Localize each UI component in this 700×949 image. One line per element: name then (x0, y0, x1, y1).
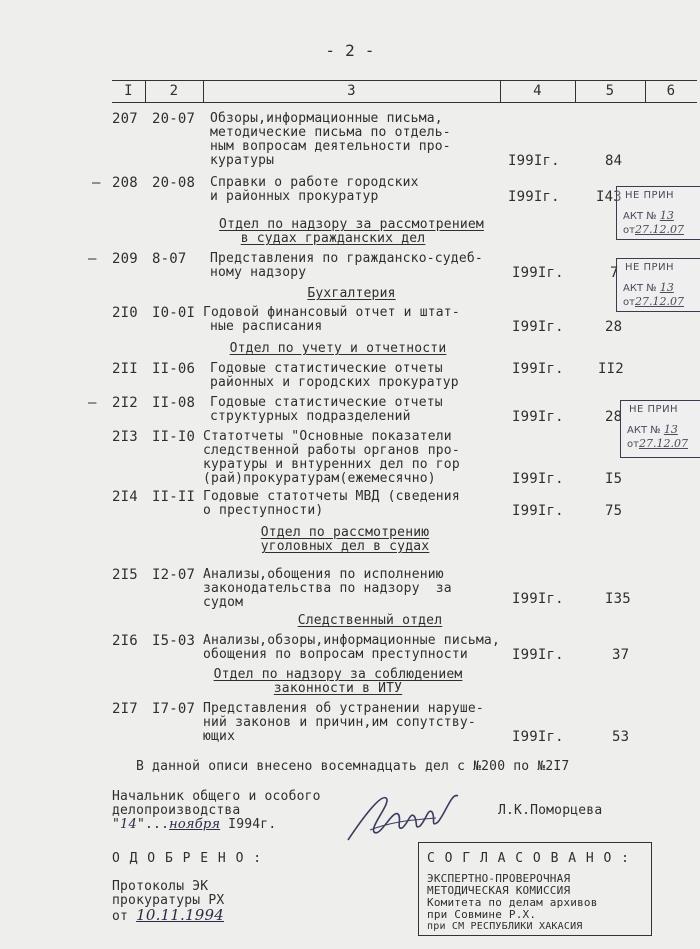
approved-title: О Д О Б Р Е Н О : (112, 851, 263, 866)
row-title: методические письма по отдель- (210, 125, 451, 140)
row-title: о преступности) (203, 503, 324, 518)
row-title: районных и городских прокуратур (210, 375, 459, 390)
column-header: 2 (169, 83, 179, 99)
signature (340, 782, 470, 848)
row-title: Анализы,обощения по исполнению (203, 567, 444, 582)
row-index: 20-07 (152, 111, 196, 127)
agreed-line: ЭКСПЕРТНО-ПРОВЕРОЧНАЯ (427, 872, 571, 885)
row-index: I7-07 (152, 701, 196, 717)
column-header: 3 (347, 83, 356, 99)
approved-line: Протоколы ЭК (112, 879, 209, 894)
row-title: Обзоры,информационные письма, (210, 111, 443, 126)
row-title: ний законов и причин,им сопутству- (203, 715, 476, 730)
row-number: 2II (112, 361, 138, 377)
row-number: 207 (112, 111, 138, 127)
column-header: I (124, 83, 133, 99)
row-number: 209 (112, 251, 138, 267)
row-title: законодательства по надзору за (203, 581, 452, 596)
agreed-title: С О Г Л А С О В А Н О : (427, 851, 631, 866)
row-year: I99Iг. (512, 729, 564, 745)
row-number: 2I3 (112, 429, 138, 445)
row-title: (рай)прокуратурам(ежемесячно) (203, 471, 436, 486)
row-count: I35 (605, 591, 631, 607)
row-year: I99Iг. (512, 647, 564, 663)
row-count: I43 (596, 189, 622, 205)
column-header: 6 (666, 83, 676, 99)
section-heading: Бухгалтерия (307, 286, 396, 301)
header-bottom-rule (112, 102, 697, 103)
row-title: судом (203, 595, 244, 610)
row-number: 2I5 (112, 567, 138, 583)
section-heading: Отдел по рассмотрению (260, 525, 430, 540)
row-count: 37 (612, 647, 630, 663)
row-title: куратуры (210, 153, 275, 168)
row-number: 2I2 (112, 395, 138, 411)
row-index: II-II (152, 489, 196, 505)
row-mark: — (88, 251, 97, 267)
row-title: Годовой финансовый отчет и штат- (203, 305, 460, 320)
row-index: II-08 (152, 395, 196, 411)
agreed-line: при СМ РЕСПУБЛИКИ ХАКАСИЯ (427, 921, 583, 932)
row-number: 2I7 (112, 701, 138, 717)
row-index: I0-0I (152, 305, 196, 321)
page-number: - 2 - (325, 41, 375, 60)
section-heading: Отдел по учету и отчетности (229, 341, 447, 356)
row-year: I99Iг. (512, 471, 564, 487)
row-number: 2I4 (112, 489, 138, 505)
row-title: ющих (203, 729, 236, 744)
not-accepted-stamp: НЕ ПРИН АКТ № 13 от27.12.07 (616, 186, 700, 240)
row-title: Годовые статистические отчеты (210, 361, 443, 376)
row-title: ным вопросам деятельности про- (210, 139, 451, 154)
section-heading: уголовных дел в судах (260, 539, 430, 554)
row-title: ные расписания (210, 319, 323, 334)
row-title: следственной работы органов про- (203, 443, 460, 458)
row-count: 53 (612, 729, 630, 745)
section-heading: Отдел по надзору за соблюдением (213, 667, 463, 682)
row-mark: — (88, 395, 97, 411)
agreed-line: МЕТОДИЧЕСКАЯ КОМИССИЯ (427, 884, 571, 897)
row-title: Представления об устранении наруше- (203, 701, 484, 716)
row-index: I5-03 (152, 633, 196, 649)
not-accepted-stamp: НЕ ПРИН АКТ № 13 от27.12.07 (620, 400, 700, 458)
row-number: 208 (112, 175, 138, 191)
row-title: ному надзору (210, 265, 307, 280)
row-title: куратуры и внтуренних дел по гор (203, 457, 460, 472)
row-count: 28 (605, 409, 623, 425)
signature-date: "14"...ноября I994г. (112, 817, 277, 832)
row-index: II-I0 (152, 429, 196, 445)
row-index: 8-07 (152, 251, 187, 267)
row-count: II2 (598, 361, 624, 377)
row-index: II-06 (152, 361, 196, 377)
section-heading: законности в ИТУ (273, 681, 403, 696)
row-title: Справки о работе городских (210, 175, 419, 190)
head-title: делопроизводства (112, 803, 241, 818)
row-year: I99Iг. (512, 409, 564, 425)
row-number: 2I6 (112, 633, 138, 649)
row-index: 20-08 (152, 175, 196, 191)
column-header: 4 (533, 83, 542, 99)
agreed-line: при Совмине Р.Х. (427, 908, 537, 921)
row-title: и районных прокуратур (210, 189, 379, 204)
row-title: Анализы,обзоры,информационные письма, (203, 633, 500, 648)
signatory-name: Л.К.Поморцева (498, 803, 603, 818)
section-heading: Следственный отдел (297, 613, 443, 628)
row-count: 7 (610, 265, 619, 281)
row-title: Статотчеты "Основные показатели (203, 429, 452, 444)
row-count: 75 (605, 503, 623, 519)
agreed-stamp (418, 842, 652, 936)
header-top-rule (112, 80, 697, 81)
row-year: I99Iг. (512, 319, 564, 335)
approved-date: от 10.11.1994 (112, 906, 224, 924)
not-accepted-stamp: НЕ ПРИН АКТ № 13 от27.12.07 (616, 258, 700, 312)
row-count: I5 (605, 471, 623, 487)
row-year: I99Iг. (512, 265, 564, 281)
agreed-line: Комитета по делам архивов (427, 896, 598, 909)
approved-line: прокуратуры РХ (112, 893, 225, 908)
row-title: Годовые статистические отчеты (210, 395, 443, 410)
row-mark: — (92, 175, 101, 191)
row-year: I99Iг. (512, 361, 564, 377)
row-year: I99Iг. (508, 189, 560, 205)
row-year: I99Iг. (508, 153, 560, 169)
head-title: Начальник общего и особого (112, 789, 321, 804)
row-title: Годовые статотчеты МВД (сведения (203, 489, 460, 504)
column-header: 5 (605, 83, 615, 99)
row-year: I99Iг. (512, 591, 564, 607)
section-heading: в судах гражданских дел (240, 231, 426, 246)
row-title: структурных подразделений (210, 409, 411, 424)
row-count: 28 (605, 319, 623, 335)
section-heading: Отдел по надзору за рассмотрением (219, 217, 484, 232)
row-title: Представления по гражданско-судеб- (210, 251, 483, 266)
summary-line: В данной описи внесено восемнадцать дел с №200 по №2I7 (136, 759, 570, 774)
row-year: I99Iг. (512, 503, 564, 519)
row-count: 84 (605, 153, 623, 169)
row-title: обощения по вопросам преступности (203, 647, 468, 662)
row-index: I2-07 (152, 567, 196, 583)
row-number: 2I0 (112, 305, 138, 321)
